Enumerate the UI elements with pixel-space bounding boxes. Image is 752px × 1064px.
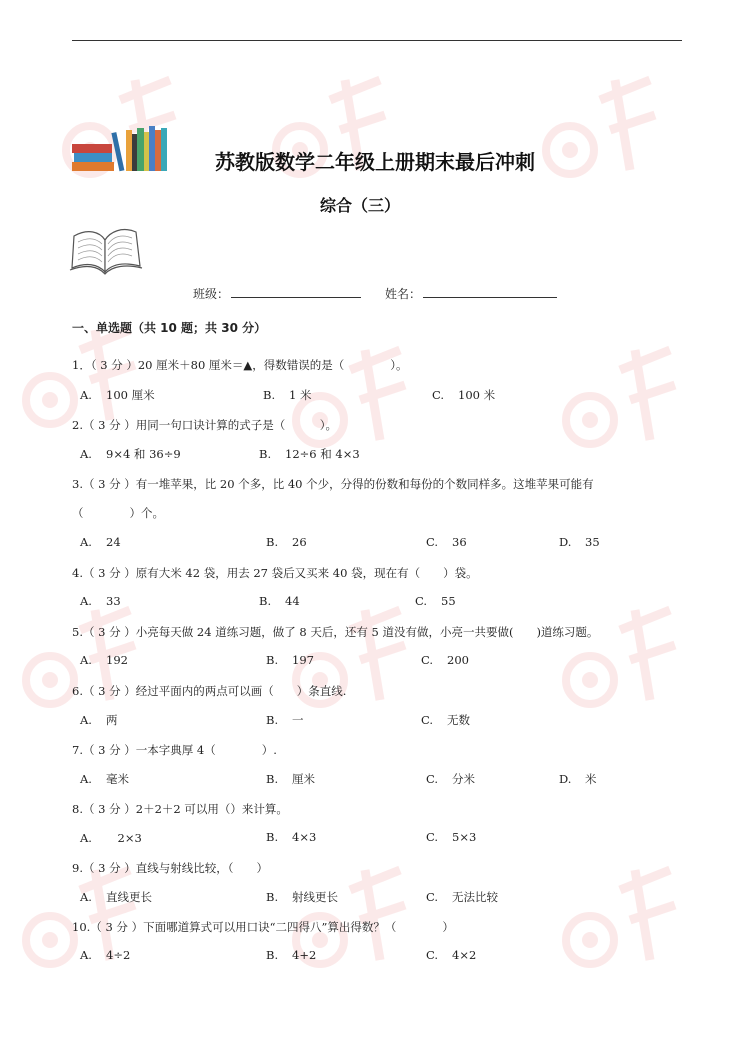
option-9-b[interactable]: B. 射线更长 [266,890,338,904]
section-title: 一、单选题（共 10 题；共 30 分） [72,321,267,335]
option-4-a[interactable]: A. 33 [80,594,121,608]
option-2-a[interactable]: A. 9×4 和 36÷9 [80,447,181,461]
watermark-logo-icon [560,600,680,720]
option-4-b[interactable]: B. 44 [259,594,300,608]
question-7: 7.（ 3 分 ）一本字典厚 4（ ）. [72,743,277,757]
option-9-a[interactable]: A. 直线更长 [80,890,152,904]
option-6-c[interactable]: C. 无数 [421,713,470,727]
option-3-a[interactable]: A. 24 [80,535,121,549]
option-1-b[interactable]: B. 1 米 [263,388,312,402]
option-9-c[interactable]: C. 无法比较 [426,890,498,904]
class-label: 班级： [193,287,230,301]
option-3-c[interactable]: C. 36 [426,535,467,549]
name-field [385,285,557,302]
option-3-b[interactable]: B. 26 [266,535,307,549]
page-title: 苏教版数学二年级上册期末最后冲刺 [215,150,535,174]
option-6-a[interactable]: A. 两 [80,713,118,727]
option-7-b[interactable]: B. 厘米 [266,772,315,786]
question-6: 6.（ 3 分 ）经过平面内的两点可以画（ ）条直线. [72,684,347,698]
option-1-a[interactable]: A. 100 厘米 [80,388,155,402]
option-5-b[interactable]: B. 197 [266,653,314,667]
option-10-a[interactable]: A. 4÷2 [80,948,131,962]
option-10-b[interactable]: B. 4+2 [266,948,317,962]
question-5: 5.（ 3 分 ）小亮每天做 24 道练习题，做了 8 天后，还有 5 道没有做，小亮一共要做( )道练习题。 [72,625,599,639]
option-7-c[interactable]: C. 分米 [426,772,475,786]
option-7-a[interactable]: A. 毫米 [80,772,129,786]
option-8-b[interactable]: B. 4×3 [266,830,317,844]
name-blank[interactable] [423,285,557,298]
question-3-continued: （ ）个。 [72,506,164,520]
option-5-c[interactable]: C. 200 [421,653,469,667]
header-rule [72,40,682,41]
open-book-icon [66,222,144,278]
question-10: 10.（ 3 分 ）下面哪道算式可以用口诀“二四得八”算出得数？（ ） [72,920,454,934]
question-8: 8.（ 3 分 ）2＋2＋2 可以用（）来计算。 [72,802,288,816]
class-field [193,285,361,302]
question-1: 1．（ 3 分 ）20 厘米＋80 厘米＝▲，得数错误的是（ ）。 [72,358,408,372]
option-6-b[interactable]: B. 一 [266,713,304,727]
watermark-logo-icon [560,340,680,460]
page-subtitle: 综合（三） [319,196,400,215]
question-4: 4.（ 3 分 ）原有大米 42 袋，用去 27 袋后又买来 40 袋，现在有（ ）袋。 [72,566,478,580]
option-3-d[interactable]: D. 35 [559,535,600,549]
question-3: 3.（ 3 分 ）有一堆苹果，比 20 个多，比 40 个少，分得的份数和每份的个数同样多。这堆苹果可能有 [72,477,594,491]
option-2-b[interactable]: B. 12÷6 和 4×3 [259,447,360,461]
option-4-c[interactable]: C. 55 [415,594,456,608]
option-5-a[interactable]: A. 192 [80,653,128,667]
question-2: 2.（ 3 分 ）用同一句口诀计算的式子是（ ）。 [72,418,338,432]
option-8-c[interactable]: C. 5×3 [426,830,477,844]
option-10-c[interactable]: C. 4×2 [426,948,477,962]
option-1-c[interactable]: C. 100 米 [432,388,496,402]
books-stack-icon [72,124,168,172]
class-blank[interactable] [231,285,361,298]
option-7-d[interactable]: D. 米 [559,772,597,786]
option-8-a[interactable]: A. 2×3 [80,831,142,845]
name-label: 姓名： [385,287,422,301]
watermark-logo-icon [560,860,680,980]
question-9: 9.（ 3 分 ）直线与射线比较，（ ） [72,861,269,875]
